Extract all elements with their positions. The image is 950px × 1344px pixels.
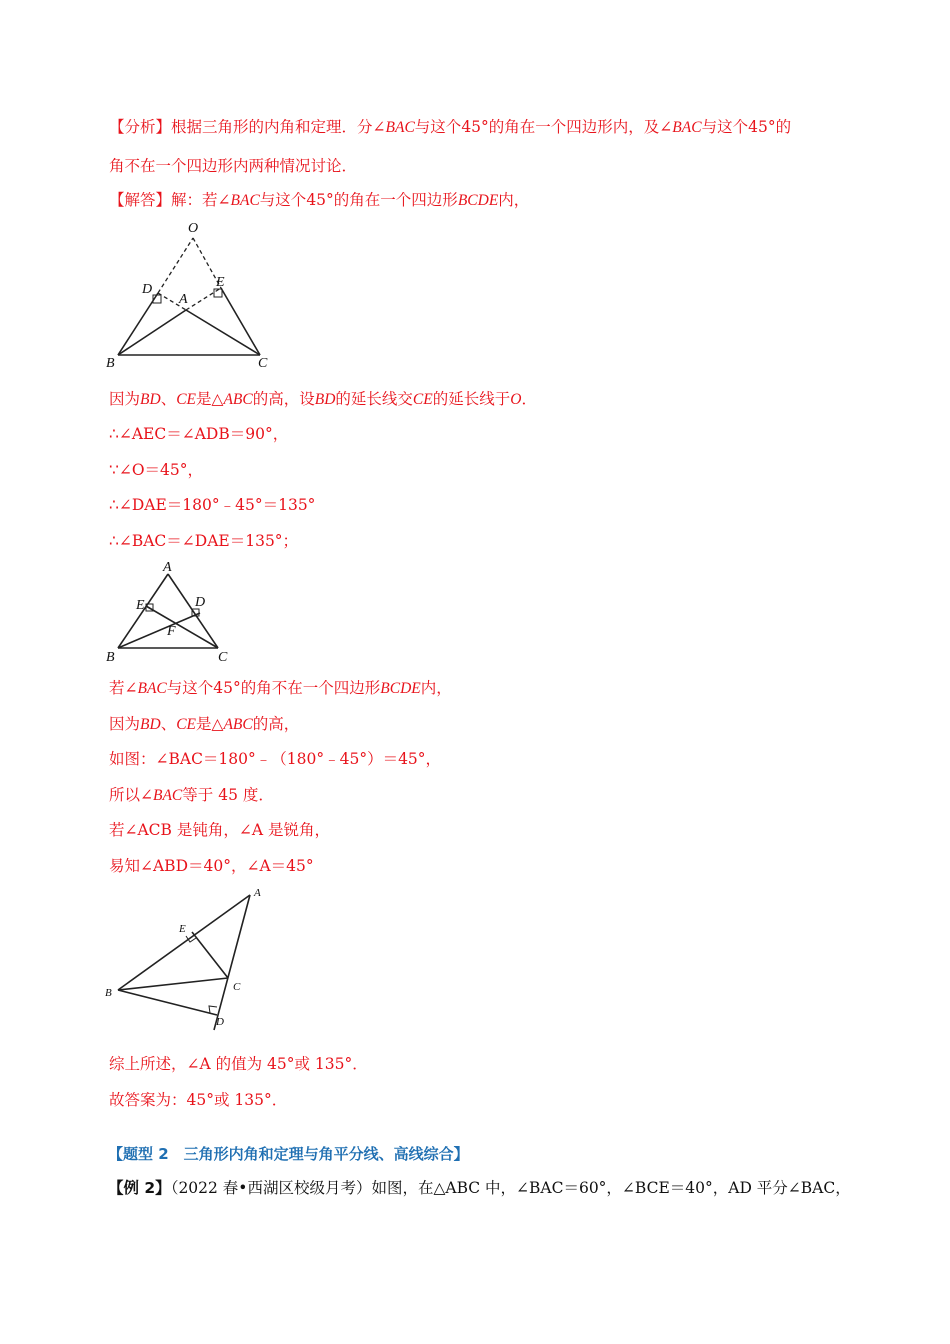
step2-line-3: 如图：∠BAC＝180°﹣（180°﹣45°）＝45°，	[109, 750, 442, 768]
step2-line-6: 易知∠ABD＝40°，∠A＝45°	[109, 857, 314, 875]
step1-line-2: ∴∠AEC＝∠ADB＝90°，	[109, 425, 289, 443]
section-heading: 【题型 2 三角形内角和定理与角平分线、高线综合】	[108, 1145, 469, 1163]
answer-line: 【解答】解：若∠BAC与这个45°的角在一个四边形BCDE内，	[109, 191, 530, 209]
fig3-label-e: E	[179, 923, 186, 935]
example-2-tag: 【例 2】	[108, 1179, 171, 1197]
fig2-label-c: C	[218, 650, 228, 665]
fig1-label-c: C	[258, 356, 268, 371]
analysis-tag: 【分析】	[109, 118, 172, 136]
fig2-label-b: B	[106, 650, 115, 665]
fig2-label-e: E	[136, 598, 145, 613]
analysis-line-2: 角不在一个四边形内两种情况讨论．	[109, 157, 358, 175]
fig2-label-f: F	[167, 624, 176, 639]
conclusion-line-2: 故答案为：45°或 135°．	[109, 1091, 288, 1109]
fig2-label-a: A	[163, 560, 172, 575]
figure-3-diagram	[100, 880, 280, 1035]
step2-line-5: 若∠ACB 是钝角，∠A 是锐角，	[109, 821, 330, 839]
fig1-label-e: E	[216, 275, 225, 290]
fig1-label-d: D	[142, 282, 153, 297]
step1-line-4: ∴∠DAE＝180°﹣45°＝135°	[109, 496, 316, 514]
fig3-label-d: D	[216, 1016, 224, 1028]
step2-line-4: 所以∠BAC等于 45 度．	[109, 786, 274, 804]
fig1-label-a: A	[179, 292, 188, 307]
analysis-line-1: 【分析】根据三角形的内角和定理．分∠BAC与这个45°的角在一个四边形内，及∠BAC与这个45°的	[109, 118, 792, 136]
step2-line-1: 若∠BAC与这个45°的角不在一个四边形BCDE内，	[109, 679, 452, 697]
fig1-label-b: B	[106, 356, 115, 371]
example-2-line: 【例 2】（2022 春•西湖区校级月考）如图，在△ABC 中，∠BAC＝60°，∠BCE＝40°，AD 平分∠BAC，	[108, 1179, 851, 1197]
conclusion-line-1: 综上所述，∠A 的值为 45°或 135°．	[109, 1055, 368, 1073]
step1-line-1: 因为BD、CE是△ABC的高，设BD的延长线交CE的延长线于O．	[109, 390, 537, 408]
step2-line-2: 因为BD、CE是△ABC的高，	[109, 715, 300, 733]
step1-line-5: ∴∠BAC＝∠DAE＝135°；	[109, 532, 299, 550]
figure-1-diagram	[100, 215, 290, 375]
fig3-label-c: C	[233, 981, 241, 993]
fig1-label-o: O	[188, 221, 199, 236]
fig3-label-b: B	[105, 987, 112, 999]
answer-tag: 【解答】	[109, 191, 172, 209]
figure-2-diagram	[100, 558, 250, 668]
fig2-label-d: D	[195, 595, 206, 610]
fig3-label-a: A	[254, 887, 261, 899]
step1-line-3: ∵∠O＝45°，	[109, 461, 204, 479]
